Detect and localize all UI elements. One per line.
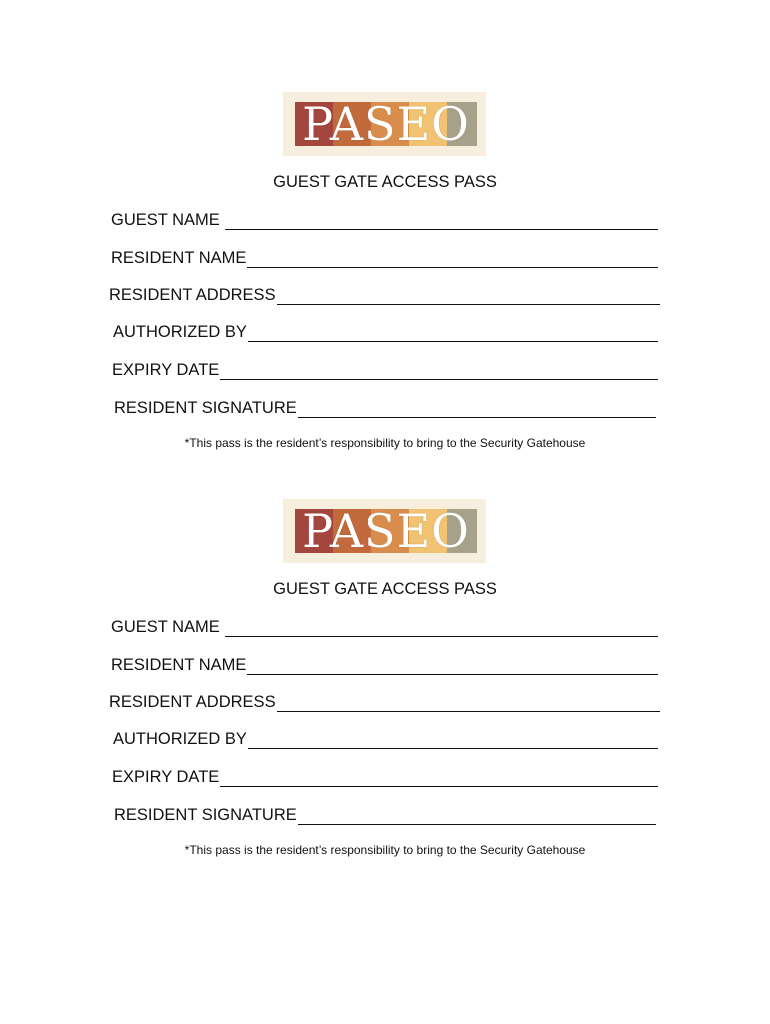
authorized-by-field[interactable] [113, 729, 658, 749]
resident-name-field[interactable] [111, 655, 658, 675]
guest-pass-2 [0, 497, 770, 897]
guest-pass-1 [0, 90, 770, 490]
field-label: EXPIRY DATE [112, 768, 220, 786]
fill-in-line[interactable] [298, 809, 656, 825]
pass-title: GUEST GATE ACCESS PASS [273, 580, 497, 598]
expiry-date-field[interactable] [112, 767, 658, 787]
guest-name-field[interactable] [111, 210, 658, 230]
fill-in-line[interactable] [248, 326, 658, 342]
pass-title: GUEST GATE ACCESS PASS [273, 173, 497, 191]
field-label: RESIDENT NAME [111, 656, 247, 674]
fill-in-line[interactable] [220, 771, 658, 787]
resident-signature-field[interactable] [114, 398, 656, 418]
resident-signature-field[interactable] [114, 805, 656, 825]
logo-wordmark: PASEO [302, 504, 470, 558]
field-label: RESIDENT SIGNATURE [114, 806, 297, 824]
expiry-date-field[interactable] [112, 360, 658, 380]
paseo-logo [283, 92, 486, 156]
field-label: AUTHORIZED BY [113, 323, 247, 341]
fill-in-line[interactable] [247, 252, 658, 268]
fill-in-line[interactable] [298, 402, 656, 418]
fill-in-line[interactable] [225, 621, 658, 637]
field-label: AUTHORIZED BY [113, 730, 247, 748]
field-label: EXPIRY DATE [112, 361, 220, 379]
fill-in-line[interactable] [225, 214, 658, 230]
responsibility-note: *This pass is the resident’s responsibility to bring to the Security Gatehouse [184, 436, 586, 450]
field-label: GUEST NAME [111, 618, 220, 636]
fill-in-line[interactable] [277, 696, 660, 712]
guest-name-field[interactable] [111, 617, 658, 637]
field-label: RESIDENT SIGNATURE [114, 399, 297, 417]
fill-in-line[interactable] [220, 364, 658, 380]
field-label: RESIDENT ADDRESS [109, 693, 276, 711]
resident-address-field[interactable] [109, 692, 660, 712]
field-label: RESIDENT ADDRESS [109, 286, 276, 304]
paseo-logo [283, 499, 486, 563]
fill-in-line[interactable] [247, 659, 658, 675]
field-label: RESIDENT NAME [111, 249, 247, 267]
fill-in-line[interactable] [277, 289, 660, 305]
field-label: GUEST NAME [111, 211, 220, 229]
resident-name-field[interactable] [111, 248, 658, 268]
resident-address-field[interactable] [109, 285, 660, 305]
fill-in-line[interactable] [248, 733, 658, 749]
logo-wordmark: PASEO [302, 97, 470, 151]
authorized-by-field[interactable] [113, 322, 658, 342]
responsibility-note: *This pass is the resident’s responsibility to bring to the Security Gatehouse [184, 843, 586, 857]
